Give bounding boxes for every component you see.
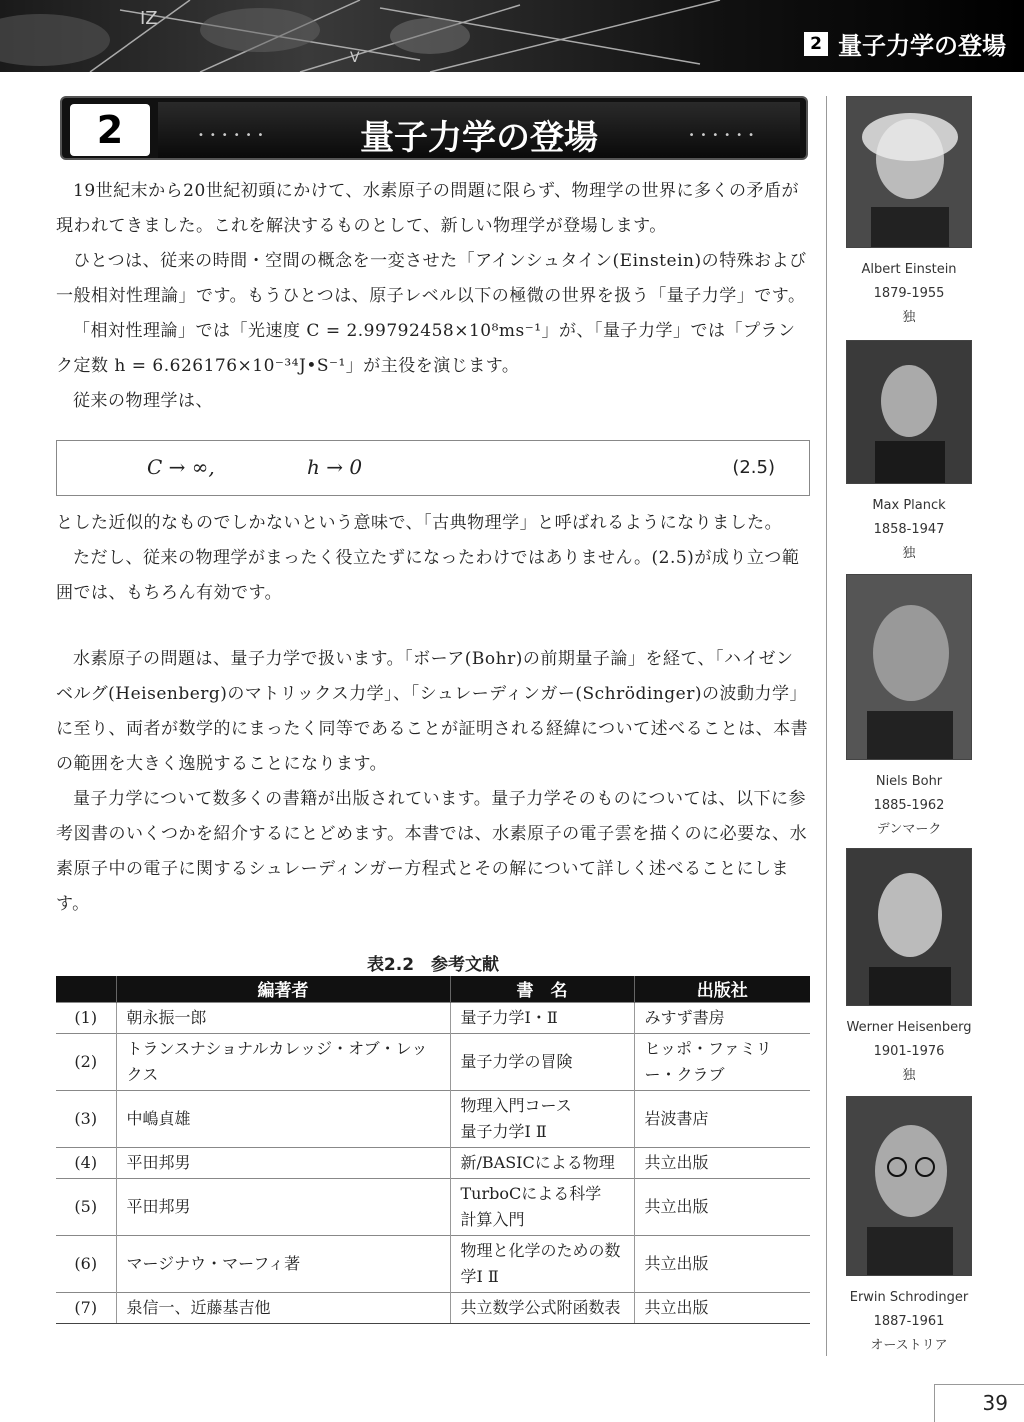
svg-text:IZ: IZ — [140, 8, 158, 29]
table-caption: 表2.2 参考文献 — [366, 955, 500, 975]
section-number: 2 — [70, 104, 150, 156]
equation-rhs: h → 0 — [307, 455, 363, 479]
portrait-name: Albert Einstein — [861, 262, 957, 277]
publisher-cell: ヒッポ・ファミリー・クラブ — [634, 1033, 810, 1090]
table-row — [56, 1033, 810, 1090]
portrait-photo — [846, 96, 972, 248]
portrait-bohr — [846, 574, 972, 842]
paragraph: 19世紀末から20世紀初頭にかけて、水素原子の問題に限らず、物理学の世界に多くの矛盾が現われてきました。これを解決するものとして、新しい物理学が登場します。 — [56, 181, 800, 236]
portrait-name: Max Planck — [872, 498, 946, 513]
author-cell: マージナウ・マーフィ著 — [116, 1235, 450, 1292]
chapter-title: 量子力学の登場 — [838, 32, 1006, 60]
paragraph: ひとつは、従来の時間・空間の概念を一変させた「アインシュタイン(Einstein)の特殊および一般相対性理論」です。もうひとつは、原子レベル以下の極微の世界を扱う「量子力学」です。 — [56, 251, 807, 306]
book-title-cell: 物理と化学のための数学Ⅰ Ⅱ — [450, 1235, 634, 1292]
publisher-cell: 共立出版 — [634, 1147, 810, 1178]
chapter-heading — [804, 26, 1006, 61]
portrait-years: 1887-1961 — [873, 1314, 945, 1329]
table-row — [56, 1235, 810, 1292]
table-header-publisher: 出版社 — [634, 976, 810, 1002]
table-header-row — [56, 976, 810, 1002]
middle-paragraphs — [56, 506, 810, 611]
paragraph: 量子力学について数多くの書籍が出版されています。量子力学そのものについては、以下に参考図書のいくつかを紹介するにとどめます。本書では、水素原子の電子雲を描くのに必要な、水素原子中の電子に関するシュレーディンガー方程式とその解について詳しく述べることにします。 — [56, 789, 808, 914]
chapter-number: 2 — [804, 32, 828, 56]
banner-decoration — [0, 0, 760, 72]
decorative-dots-left: •••••• — [198, 130, 270, 141]
portrait-name: Erwin Schrodinger — [849, 1290, 969, 1305]
table-row — [56, 1002, 810, 1033]
publisher-cell: 共立出版 — [634, 1292, 810, 1323]
book-title-cell: 物理入門コース 量子力学Ⅰ Ⅱ — [450, 1090, 634, 1147]
equation-lhs: C → ∞, — [147, 455, 215, 479]
author-cell: 平田邦男 — [116, 1178, 450, 1235]
portrait-nationality: デンマーク — [876, 822, 942, 837]
portrait-years: 1885-1962 — [873, 798, 945, 813]
table-row — [56, 1178, 810, 1235]
portrait-photo — [846, 1096, 972, 1276]
paragraph: とした近似的なものでしかないという意味で、「古典物理学」と呼ばれるようになりました。 — [56, 513, 783, 533]
page-number: 39 — [982, 1391, 1008, 1415]
row-number-cell: (1) — [56, 1002, 116, 1033]
author-cell: 朝永振一郎 — [116, 1002, 450, 1033]
portrait-nationality: 独 — [902, 310, 916, 325]
equation-box — [56, 440, 810, 496]
portrait-photo — [846, 340, 972, 484]
portrait-nationality: オーストリア — [870, 1338, 948, 1353]
book-title-cell: 共立数学公式附函数表 — [450, 1292, 634, 1323]
portrait-schrodinger — [846, 1096, 972, 1358]
section-title: 量子力学の登場 — [360, 118, 598, 158]
portrait-nationality: 独 — [902, 546, 916, 561]
section-header — [60, 96, 808, 160]
author-cell: トランスナショナルカレッジ・オブ・レックス — [116, 1033, 450, 1090]
table-header-author: 編著者 — [116, 976, 450, 1002]
portrait-name: Niels Bohr — [875, 774, 943, 789]
author-cell: 平田邦男 — [116, 1147, 450, 1178]
sidebar-divider — [826, 96, 827, 1356]
table-body — [56, 1002, 810, 1323]
decorative-dots-right: •••••• — [688, 130, 760, 141]
top-banner — [0, 0, 1024, 72]
body-paragraphs — [56, 642, 810, 922]
book-title-cell: TurboCによる科学 計算入門 — [450, 1178, 634, 1235]
table-header-no — [56, 976, 116, 1002]
portrait-years: 1901-1976 — [873, 1044, 945, 1059]
publisher-cell: みすず書房 — [634, 1002, 810, 1033]
book-title-cell: 量子力学Ⅰ・Ⅱ — [450, 1002, 634, 1033]
row-number-cell: (4) — [56, 1147, 116, 1178]
portrait-planck — [846, 340, 972, 566]
publisher-cell: 岩波書店 — [634, 1090, 810, 1147]
page-number-box — [934, 1384, 1024, 1422]
table-row — [56, 1292, 810, 1323]
table-header-title: 書 名 — [450, 976, 634, 1002]
publisher-cell: 共立出版 — [634, 1235, 810, 1292]
row-number-cell: (5) — [56, 1178, 116, 1235]
row-number-cell: (6) — [56, 1235, 116, 1292]
section-title-bar — [158, 102, 800, 158]
table-row — [56, 1090, 810, 1147]
portrait-name: Werner Heisenberg — [846, 1020, 972, 1035]
paragraph: 従来の物理学は、 — [73, 391, 213, 411]
reference-table — [56, 976, 810, 1324]
table-row — [56, 1147, 810, 1178]
intro-paragraphs — [56, 174, 810, 419]
row-number-cell: (3) — [56, 1090, 116, 1147]
equation-number: (2.5) — [732, 457, 775, 478]
portrait-einstein — [846, 96, 972, 330]
book-title-cell: 量子力学の冒険 — [450, 1033, 634, 1090]
portrait-heisenberg — [846, 848, 972, 1088]
portrait-years: 1879-1955 — [873, 286, 945, 301]
portrait-nationality: 独 — [902, 1068, 916, 1083]
portrait-photo — [846, 574, 972, 760]
paragraph: 水素原子の問題は、量子力学で扱います。「ボーア(Bohr)の前期量子論」を経て、「ハイゼンベルグ(Heisenberg)のマトリックス力学」、「シュレーディンガー(Schrödinger)の波動力学」に至り、両者が数学的にまったく同等であることが証明される経緯について述べることは、本書の範囲を大きく逸脱することになります。 — [56, 649, 809, 774]
portrait-years: 1858-1947 — [873, 522, 945, 537]
paragraph: 「相対性理論」では「光速度 C = 2.99792458×10⁸ms⁻¹」が、「量子力学」では「プランク定数 h = 6.626176×10⁻³⁴J•S⁻¹」が主役を演じます。 — [56, 321, 796, 376]
portrait-photo — [846, 848, 972, 1006]
row-number-cell: (2) — [56, 1033, 116, 1090]
author-cell: 中嶋貞雄 — [116, 1090, 450, 1147]
author-cell: 泉信一、近藤基吉他 — [116, 1292, 450, 1323]
row-number-cell: (7) — [56, 1292, 116, 1323]
publisher-cell: 共立出版 — [634, 1178, 810, 1235]
book-title-cell: 新/BASICによる物理 — [450, 1147, 634, 1178]
svg-text:V: V — [350, 50, 360, 66]
paragraph: ただし、従来の物理学がまったく役立たずになったわけではありません。(2.5)が成り立つ範囲では、もちろん有効です。 — [56, 548, 800, 603]
